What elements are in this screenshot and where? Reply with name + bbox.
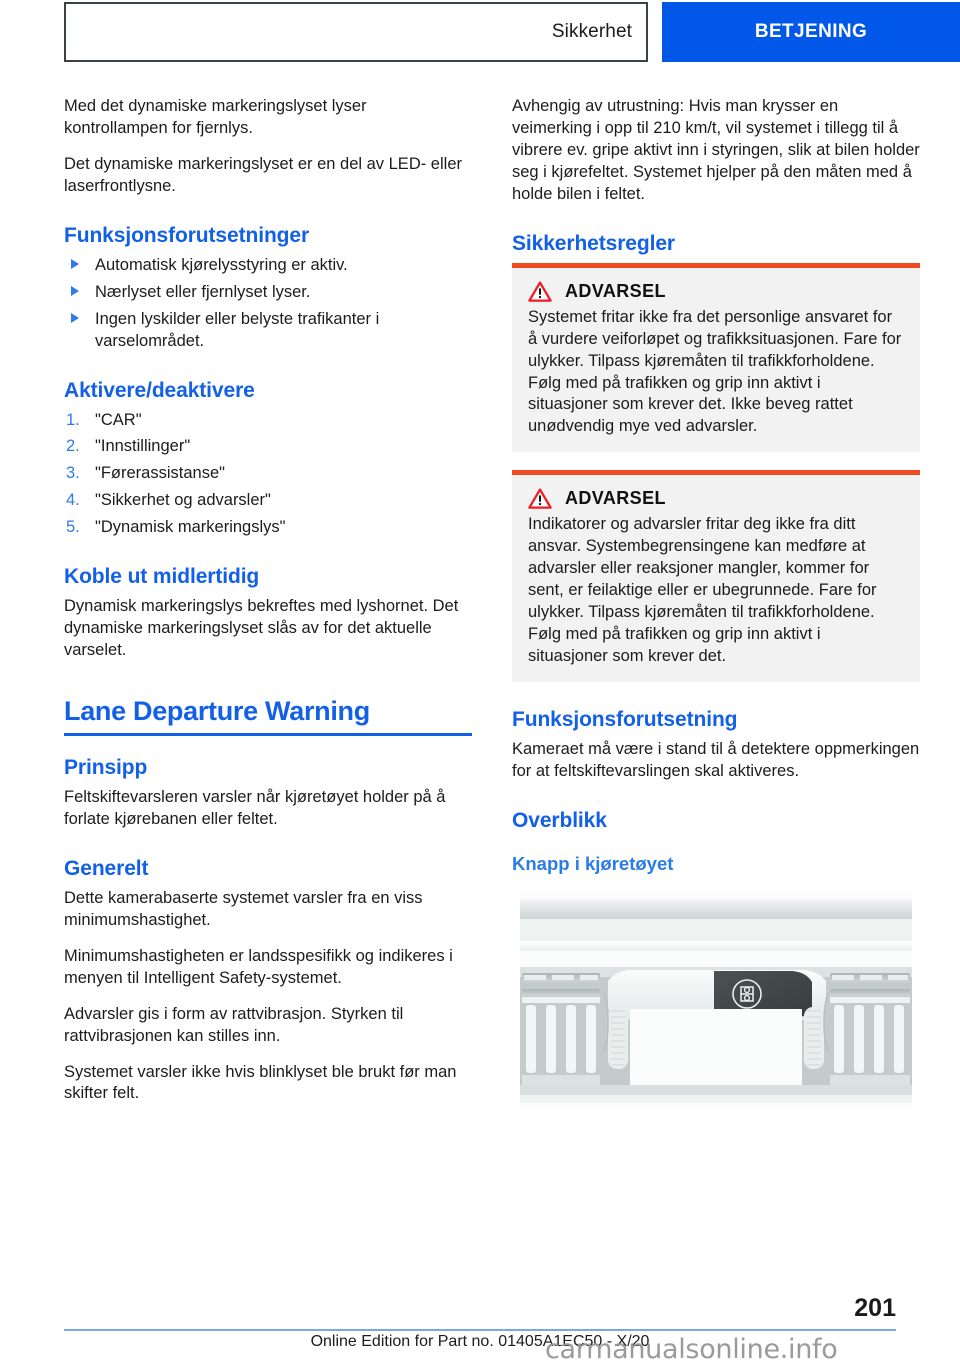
warning-triangle-icon [528,488,552,509]
heading-koble-ut-midlertidig: Koble ut midlertidig [64,565,260,589]
prinsipp-paragraph: Feltskiftevarsleren varsler når kjøretøyet holder på å forlate kjørebanen eller feltet. [64,788,446,828]
list-item [64,517,472,539]
list-item-label: "Sikkerhet og advarsler" [95,491,271,510]
step-number: 3. [66,464,80,483]
bullet-triangle-icon [71,259,79,269]
list-item-label: "Dynamisk markeringslys" [95,518,286,537]
subheading-knapp-i-kjoretoyet: Knapp i kjøretøyet [512,852,674,874]
page-header [0,0,960,66]
warning-text: Systemet fritar ikke fra det personlige ansvaret for å vurdere veiforløpet og trafikksituasjonen. Fare for ulykker. Tilpass kjøremåten til trafikkforholdene. Følg med på trafikken og grip inn aktivt i situasjoner som krever det. Ikke beveg rattet unødvendig mye ved advarsler. [528,307,902,436]
list-item [64,463,472,485]
watermark: carmanualsonline.info [545,1334,838,1365]
step-number: 2. [66,437,80,456]
page-footer [0,1290,960,1365]
warning-header [512,475,920,512]
console-photo-graphic [512,889,920,1129]
intro-paragraph-2: Det dynamiske markeringslyset er en del av LED- eller laserfrontlysne. [64,154,462,195]
heading-funksjonsforutsetning: Funksjonsforutsetning [512,707,738,731]
chapter-title-rule [64,733,472,736]
list-item-label: Ingen lyskilder eller belyste trafikanter i varselområdet. [95,309,380,350]
list-item [64,490,472,512]
heading-sikkerhetsregler: Sikkerhetsregler [512,231,675,255]
list-item [64,410,472,432]
list-item [64,309,472,353]
intro-paragraph-1: Med det dynamiske markeringslyset lyser kontrollampen for fjernlys. [64,97,367,137]
section-tab-label: BETJENING [754,21,868,42]
heading-aktivere-deaktivere: Aktivere/deaktivere [64,378,255,402]
bullet-triangle-icon [71,313,79,323]
warning-text: Indikatorer og advarsler fritar deg ikke fra ditt ansvar. Systembegrensingene kan medføre at advarsler eller reaksjoner mangler, kommer for sent, er feilaktige eller er ubegrunnede. Fare for ulykker. Tilpass kjøremåten til trafikkforholdene. Følg med på trafikken og grip inn aktivt i situasjoner som krever det. [528,515,877,665]
chapter-label: Sikkerhet [551,21,632,42]
edition-text: Online Edition for Part no. 01405A1EC50 - X/20 [310,1333,650,1350]
list-item-label: Nærlyset eller fjernlyset lyser. [95,282,311,301]
bullet-triangle-icon [71,286,79,296]
page-number: 201 [854,1294,896,1322]
left-column [64,96,472,1105]
center-console-button-photo [512,889,920,1129]
warning-header [512,268,920,305]
aktivere-steps-list [64,410,472,540]
generelt-paragraph-1: Dette kamerabaserte systemet varsler fra en viss minimumshastighet. [64,888,423,929]
heading-overblikk: Overblikk [512,808,607,832]
footer-rule [64,1329,896,1331]
warning-label: ADVARSEL [565,488,666,509]
generelt-paragraph-3: Advarsler gis i form av rattvibrasjon. Styrken til rattvibrasjonen kan stilles inn. [64,1004,404,1045]
heading-funksjonsforutsetninger: Funksjonsforutsetninger [64,223,310,247]
chapter-breadcrumb-box [64,2,648,62]
list-item-label: Automatisk kjørelysstyring er aktiv. [95,255,348,274]
generelt-paragraph-2: Minimumshastigheten er landsspesifikk og indikeres i menyen til Intelligent Safety-systemet. [64,946,453,987]
page-title: Lane Departure Warning [64,696,370,726]
warning-label: ADVARSEL [565,280,666,301]
heading-prinsipp: Prinsipp [64,756,148,779]
warning-triangle-icon [528,281,552,302]
list-item-label: "Innstillinger" [95,437,191,456]
step-number: 5. [66,518,80,537]
koble-ut-paragraph: Dynamisk markeringslys bekreftes med lyshornet. Det dynamiske markeringslyset slås av for det aktuelle varselet. [64,597,459,660]
list-item [64,436,472,458]
warning-box-2 [512,470,920,682]
heading-generelt: Generelt [64,856,149,880]
step-number: 1. [66,410,80,429]
list-item-label: "CAR" [95,410,142,429]
list-item-label: "Førerassistanse" [95,464,225,483]
list-item [64,255,472,277]
section-tab-betjening [662,2,960,62]
funksjonsforutsetning-paragraph: Kameraet må være i stand til å detektere oppmerkingen for at feltskiftevarslingen skal aktiveres. [512,739,920,780]
right-intro-paragraph: Avhengig av utrustning: Hvis man krysser en veimerking i opp til 210 km/t, vil systemet i tillegg til å vibrere ev. gripe aktivt inn i styringen, slik at bilen holder seg i kjørefeltet. Systemet hjelper på den måten med å holde bilen i feltet. [512,97,920,203]
step-number: 4. [66,491,80,510]
funksjonsforutsetninger-list [64,255,472,353]
right-column [512,96,920,1129]
generelt-paragraph-4: Systemet varsler ikke hvis blinklyset ble brukt før man skifter felt. [64,1062,457,1103]
list-item [64,282,472,304]
warning-box-1 [512,263,920,453]
